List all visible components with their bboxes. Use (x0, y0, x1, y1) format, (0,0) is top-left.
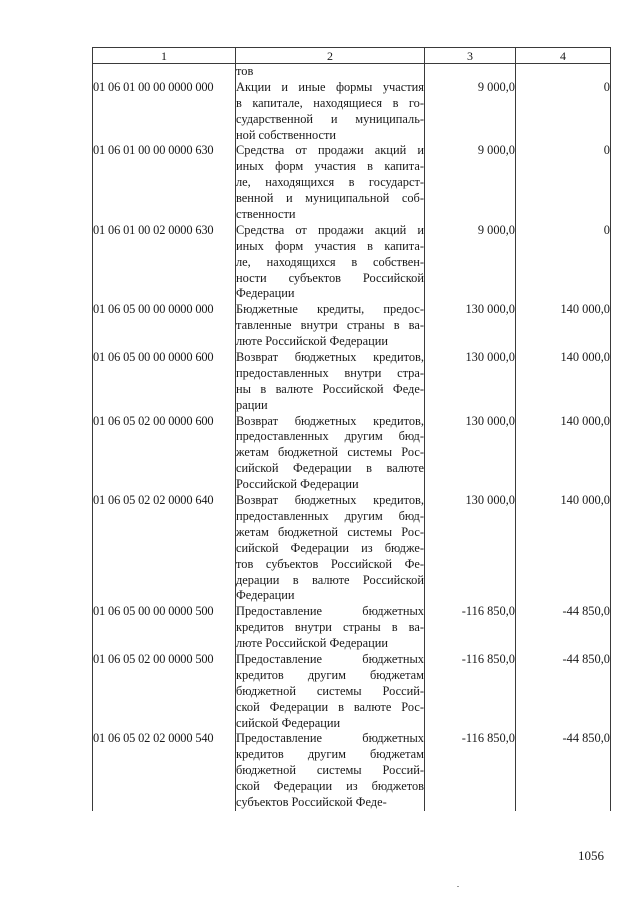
row-value-col-4: -44 850,0 (516, 652, 611, 731)
description-line: жетам бюджетной системы Рос- (236, 524, 424, 539)
row-description (236, 64, 425, 80)
description-line: Российской Федерации (236, 477, 359, 492)
description-line: Возврат бюджетных кредитов, (236, 413, 424, 428)
row-value-col-3: -116 850,0 (425, 652, 516, 731)
row-value-col-3: 9 000,0 (425, 143, 516, 222)
header-col-4: 4 (516, 48, 611, 64)
row-code: 01 06 05 00 00 0000 500 (93, 604, 236, 652)
description-line: Федерации (236, 588, 295, 603)
row-code: 01 06 01 00 00 0000 630 (93, 143, 236, 222)
row-description (236, 350, 425, 414)
description-line: жетам бюджетной системы Рос- (236, 445, 424, 460)
description-line: ле, находящихся в собствен- (236, 254, 424, 269)
row-code: 01 06 05 02 02 0000 640 (93, 493, 236, 604)
description-line: ле, находящихся в государст- (236, 175, 424, 190)
description-line: иных форм участия в капита- (236, 238, 424, 253)
row-value-col-4: 0 (516, 223, 611, 302)
row-code: 01 06 05 00 00 0000 600 (93, 350, 236, 414)
page-number: 1056 (578, 848, 604, 863)
header-col-2: 2 (236, 48, 425, 64)
table-row (93, 223, 611, 302)
table-row (93, 652, 611, 731)
row-value-col-4 (516, 64, 611, 80)
table-body (93, 64, 611, 811)
description-line: Федерации (236, 286, 295, 301)
scan-speck (457, 886, 459, 887)
row-description (236, 302, 425, 350)
row-description (236, 414, 425, 493)
table-row (93, 414, 611, 493)
description-line: субъектов Российской Феде- (236, 794, 387, 809)
row-code: 01 06 01 00 02 0000 630 (93, 223, 236, 302)
description-line: тов субъектов Российской Фе- (236, 556, 424, 571)
description-line: Предоставление бюджетных (236, 731, 424, 746)
row-value-col-4: -44 850,0 (516, 731, 611, 810)
row-value-col-3: 9 000,0 (425, 223, 516, 302)
description-line: тавленные внутри страны в ва- (236, 318, 424, 333)
row-value-col-3: 130 000,0 (425, 414, 516, 493)
table-row (93, 350, 611, 414)
row-value-col-3: -116 850,0 (425, 731, 516, 810)
row-code: 01 06 01 00 00 0000 000 (93, 80, 236, 144)
row-value-col-4: -44 850,0 (516, 604, 611, 652)
table-row (93, 302, 611, 350)
description-line: кредитов внутри страны в ва- (236, 620, 424, 635)
row-code: 01 06 05 02 02 0000 540 (93, 731, 236, 810)
row-code (93, 64, 236, 80)
description-line: в капитале, находящиеся в го- (236, 95, 424, 110)
description-line: ной собственности (236, 127, 337, 142)
description-line: ской Федерации в валюте Рос- (236, 699, 424, 714)
description-line: ны в валюте Российской Феде- (236, 381, 424, 396)
row-value-col-3: -116 850,0 (425, 604, 516, 652)
description-line: Средства от продажи акций и (236, 143, 424, 158)
description-line: Предоставление бюджетных (236, 651, 424, 666)
table-row (93, 604, 611, 652)
description-line: ности субъектов Российской (236, 270, 424, 285)
description-line: венной и муниципальной соб- (236, 191, 424, 206)
row-description (236, 604, 425, 652)
row-value-col-3: 130 000,0 (425, 350, 516, 414)
table-row (93, 80, 611, 144)
row-code: 01 06 05 02 00 0000 600 (93, 414, 236, 493)
row-value-col-3 (425, 64, 516, 80)
description-line: бюджетной системы Россий- (236, 683, 424, 698)
description-line: сийской Федерации из бюдже- (236, 540, 424, 555)
row-code: 01 06 05 00 00 0000 000 (93, 302, 236, 350)
description-line: Возврат бюджетных кредитов, (236, 350, 424, 365)
table-row (93, 731, 611, 810)
description-line: бюджетной системы Россий- (236, 763, 424, 778)
description-line: тов (236, 64, 254, 78)
description-line: ской Федерации из бюджетов (236, 779, 424, 794)
description-line: Средства от продажи акций и (236, 222, 424, 237)
description-line: люте Российской Федерации (236, 636, 388, 651)
description-line: люте Российской Федерации (236, 334, 388, 349)
header-col-3: 3 (425, 48, 516, 64)
description-line: Возврат бюджетных кредитов, (236, 493, 424, 508)
description-line: Акции и иные формы участия (236, 79, 424, 94)
row-value-col-4: 140 000,0 (516, 350, 611, 414)
row-description (236, 652, 425, 731)
row-code: 01 06 05 02 00 0000 500 (93, 652, 236, 731)
table-row (93, 143, 611, 222)
row-value-col-3: 9 000,0 (425, 80, 516, 144)
description-line: сийской Федерации (236, 715, 341, 730)
row-description (236, 80, 425, 144)
description-line: дерации в валюте Российской (236, 572, 424, 587)
row-description (236, 493, 425, 604)
budget-sources-table (92, 47, 611, 811)
row-description (236, 143, 425, 222)
description-line: кредитов другим бюджетам (236, 747, 424, 762)
description-line: предоставленных другим бюд- (236, 508, 424, 523)
description-line: ственности (236, 207, 296, 222)
row-value-col-4: 140 000,0 (516, 302, 611, 350)
row-value-col-4: 0 (516, 143, 611, 222)
row-description (236, 223, 425, 302)
description-line: кредитов другим бюджетам (236, 667, 424, 682)
row-description (236, 731, 425, 810)
header-col-1: 1 (93, 48, 236, 64)
description-line: сийской Федерации в валюте (236, 461, 424, 476)
description-line: Бюджетные кредиты, предос- (236, 302, 424, 317)
table-row (93, 64, 611, 80)
row-value-col-3: 130 000,0 (425, 493, 516, 604)
description-line: Предоставление бюджетных (236, 604, 424, 619)
table-row (93, 493, 611, 604)
row-value-col-4: 140 000,0 (516, 414, 611, 493)
description-line: рации (236, 397, 268, 412)
description-line: предоставленных другим бюд- (236, 429, 424, 444)
table-header-row (93, 48, 611, 64)
row-value-col-4: 0 (516, 80, 611, 144)
row-value-col-3: 130 000,0 (425, 302, 516, 350)
description-line: иных форм участия в капита- (236, 159, 424, 174)
description-line: сударственной и муниципаль- (236, 111, 424, 126)
row-value-col-4: 140 000,0 (516, 493, 611, 604)
description-line: предоставленных внутри стра- (236, 365, 424, 380)
